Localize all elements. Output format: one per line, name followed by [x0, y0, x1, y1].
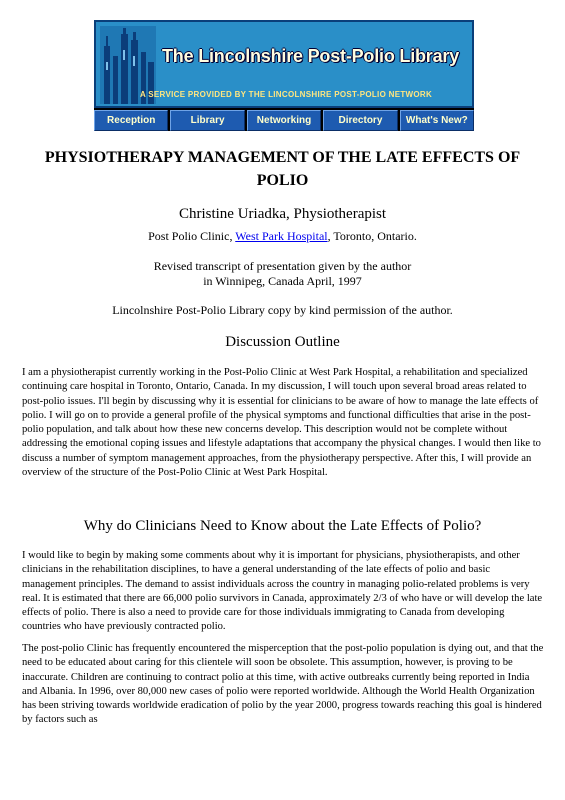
affiliation-suffix: , Toronto, Ontario.: [327, 229, 417, 243]
site-banner: [94, 20, 474, 131]
nav-library[interactable]: Library: [170, 110, 244, 131]
section-heading-why: Why do Clinicians Need to Know about the Late Effects of Polio?: [83, 518, 482, 534]
west-park-hospital-link[interactable]: West Park Hospital: [235, 229, 328, 243]
section-heading-outline: Discussion Outline: [225, 334, 340, 350]
article-author: Christine Uriadka, Physiotherapist: [178, 206, 387, 222]
nav-reception[interactable]: Reception: [94, 110, 168, 131]
nav-networking[interactable]: Networking: [247, 110, 321, 131]
banner-title: The Lincolnshire Post-Polio Library: [162, 46, 460, 66]
permission-note: Lincolnshire Post-Polio Library copy by kind permission of the author.: [112, 303, 453, 317]
revision-note: [20, 259, 545, 289]
main-nav: [94, 110, 474, 131]
why-paragraph-2: The post-polio Clinic has frequently encountered the misperception that the post-polio population is dying out, and that the need to be educated about caring for this clientele will soon be obsolete. This assumption, however, is proving to be inaccurate. Children are continuing to contract polio at this time, with active outbreaks currently being reported in India and Albania. In 1996, over 80,000 new cases of polio were reported worldwide. Although the World Health Organization has been striving towards worldwide eradication of polio by the year 2000, progress towards reaching this goal is hindered by factors such as: [22, 643, 544, 726]
article-title: PHYSIOTHERAPY MANAGEMENT OF THE LATE EFFECTS OF POLIO: [44, 149, 521, 189]
banner-subtitle: A SERVICE PROVIDED BY THE LINCOLNSHIRE POST-POLIO NETWORK: [139, 90, 433, 99]
revision-line-1: Revised transcript of presentation given by the author: [153, 259, 412, 273]
author-affiliation: [20, 229, 545, 244]
affiliation-prefix: Post Polio Clinic,: [148, 229, 236, 243]
banner-header: [94, 20, 474, 108]
nav-directory[interactable]: Directory: [323, 110, 397, 131]
revision-line-2: in Winnipeg, Canada April, 1997: [203, 274, 362, 288]
nav-whats-new[interactable]: What's New?: [400, 110, 474, 131]
why-paragraph-1: I would like to begin by making some comments about why it is important for physicians, physiotherapists, and other clinicians in the rehabilitation disciplines, to have a general understanding of the late effects of polio and basic management principles. The demand to assist individuals across the country in managing polio-related problems is very real. It is estimated that there are 66,000 polio survivors in Canada, approximately 2/3 of who have or will develop the late effects of polio. There is also a need to provide care for those individuals immigrating to Canada from developing countries who have previously contracted polio.: [22, 550, 543, 633]
outline-paragraph: I am a physiotherapist currently working in the Post-Polio Clinic at West Park Hospital, a rehabilitation and specialized continuing care hospital in Toronto, Ontario, Canada. In my discussion, I will touch upon several broad areas related to post-polio issues. I'll begin by discussing why it is essential for clinicians to be aware of how to manage the late effects of polio. I will go on to provide a general profile of the physical symptoms and functional difficulties that arise in the post-polio population, and talk about how these new concerns develop. This description would not be complete without addressing the emotional coping issues and lifestyle adaptations that accompany the physical changes. I would then like to discuss a number of symptom management approaches, from the physiotherapy perspective. After this, I will provide an overview of the structure of the Post-Polio Clinic at West Park Hospital.: [22, 367, 541, 479]
